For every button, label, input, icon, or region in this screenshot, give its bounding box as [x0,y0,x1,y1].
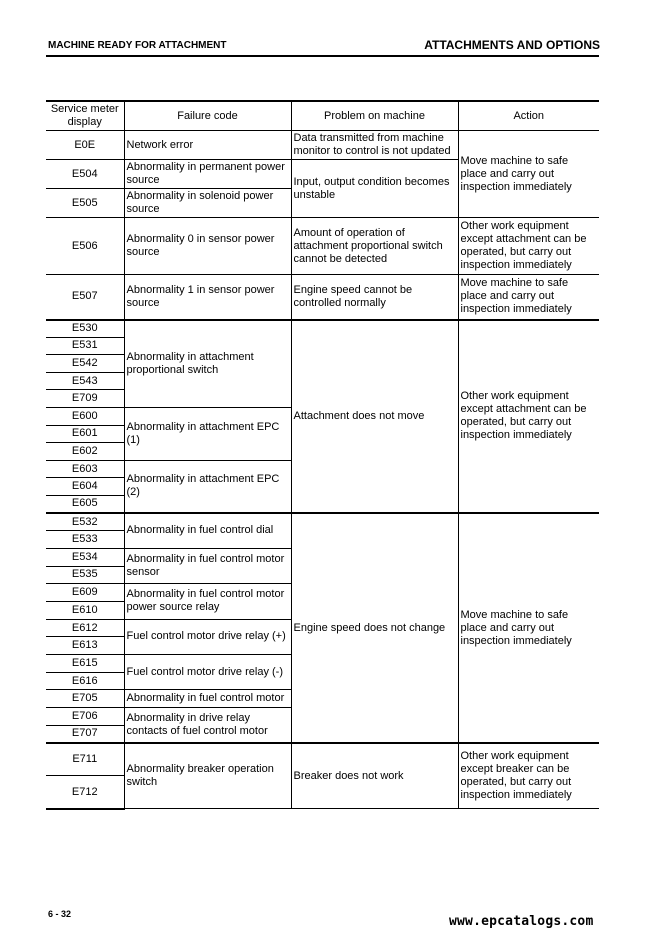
code-cell: E603 [46,460,124,478]
action-cell: Other work equipment except attachment can be operated, but carry out inspection immediately [458,320,599,514]
table-row [46,131,599,160]
code-cell: E532 [46,513,124,531]
chapter-title: ATTACHMENTS AND OPTIONS [424,38,600,52]
table-row [46,743,599,776]
problem-cell: Amount of operation of attachment proportional switch cannot be detected [291,218,458,275]
code-cell: E542 [46,355,124,373]
code-cell: E505 [46,189,124,218]
failure-code-table [46,100,599,810]
code-cell: E535 [46,566,124,584]
failure-cell: Abnormality in permanent power source [124,160,291,189]
failure-cell: Abnormality in fuel control dial [124,513,291,548]
code-cell: E531 [46,337,124,355]
code-cell: E604 [46,478,124,496]
problem-cell: Input, output condition becomes unstable [291,160,458,218]
action-cell: Move machine to safe place and carry out inspection immediately [458,275,599,320]
problem-cell: Engine speed does not change [291,513,458,743]
failure-cell: Abnormality in fuel control motor sensor [124,548,291,583]
code-cell: E705 [46,690,124,708]
table-row [46,513,599,531]
code-cell: E709 [46,390,124,408]
failure-cell: Abnormality breaker operation switch [124,743,291,809]
code-cell: E609 [46,584,124,602]
code-cell: E543 [46,372,124,390]
page-number: 6 - 32 [48,909,72,919]
code-cell: E706 [46,708,124,726]
failure-cell: Abnormality in fuel control motor [124,690,291,708]
failure-cell: Abnormality in attachment EPC (1) [124,407,291,460]
code-cell: E600 [46,407,124,425]
failure-cell: Abnormality in drive relay contacts of fuel control motor [124,708,291,743]
failure-cell: Abnormality 0 in sensor power source [124,218,291,275]
failure-cell: Abnormality in solenoid power source [124,189,291,218]
section-title: MACHINE READY FOR ATTACHMENT [48,40,227,51]
problem-cell: Attachment does not move [291,320,458,514]
code-cell: E533 [46,531,124,549]
problem-cell: Data transmitted from machine monitor to control is not updated [291,131,458,160]
header-service-meter: Service meter display [46,101,124,131]
code-cell: E712 [46,776,124,809]
code-cell: E613 [46,637,124,655]
action-cell: Move machine to safe place and carry out inspection immediately [458,513,599,743]
action-cell: Other work equipment except attachment can be operated, but carry out inspection immediately [458,218,599,275]
problem-cell: Engine speed cannot be controlled normally [291,275,458,320]
code-cell: E530 [46,320,124,338]
table-row [46,218,599,275]
code-cell: E506 [46,218,124,275]
action-cell: Move machine to safe place and carry out inspection immediately [458,131,599,218]
header-problem: Problem on machine [291,101,458,131]
code-cell: E707 [46,725,124,743]
failure-cell: Fuel control motor drive relay (+) [124,619,291,654]
code-cell: E504 [46,160,124,189]
header-failure-code: Failure code [124,101,291,131]
problem-cell: Breaker does not work [291,743,458,809]
table-header-row [46,101,599,131]
table-row [46,275,599,320]
header-action: Action [458,101,599,131]
code-cell: E602 [46,443,124,461]
action-cell: Other work equipment except breaker can be operated, but carry out inspection immediately [458,743,599,809]
watermark-url: www.epcatalogs.com [449,914,594,929]
code-cell: E534 [46,548,124,566]
code-cell: E605 [46,495,124,513]
failure-cell: Abnormality in attachment EPC (2) [124,460,291,513]
code-cell: E616 [46,672,124,690]
header-rule [46,55,599,57]
table-row [46,320,599,338]
code-cell: E615 [46,655,124,673]
failure-cell: Abnormality in fuel control motor power source relay [124,584,291,619]
code-cell: E0E [46,131,124,160]
code-cell: E507 [46,275,124,320]
failure-cell: Fuel control motor drive relay (-) [124,655,291,690]
code-cell: E711 [46,743,124,776]
code-cell: E612 [46,619,124,637]
code-cell: E601 [46,425,124,443]
failure-cell: Abnormality in attachment proportional switch [124,320,291,408]
failure-cell: Abnormality 1 in sensor power source [124,275,291,320]
failure-cell: Network error [124,131,291,160]
code-cell: E610 [46,601,124,619]
